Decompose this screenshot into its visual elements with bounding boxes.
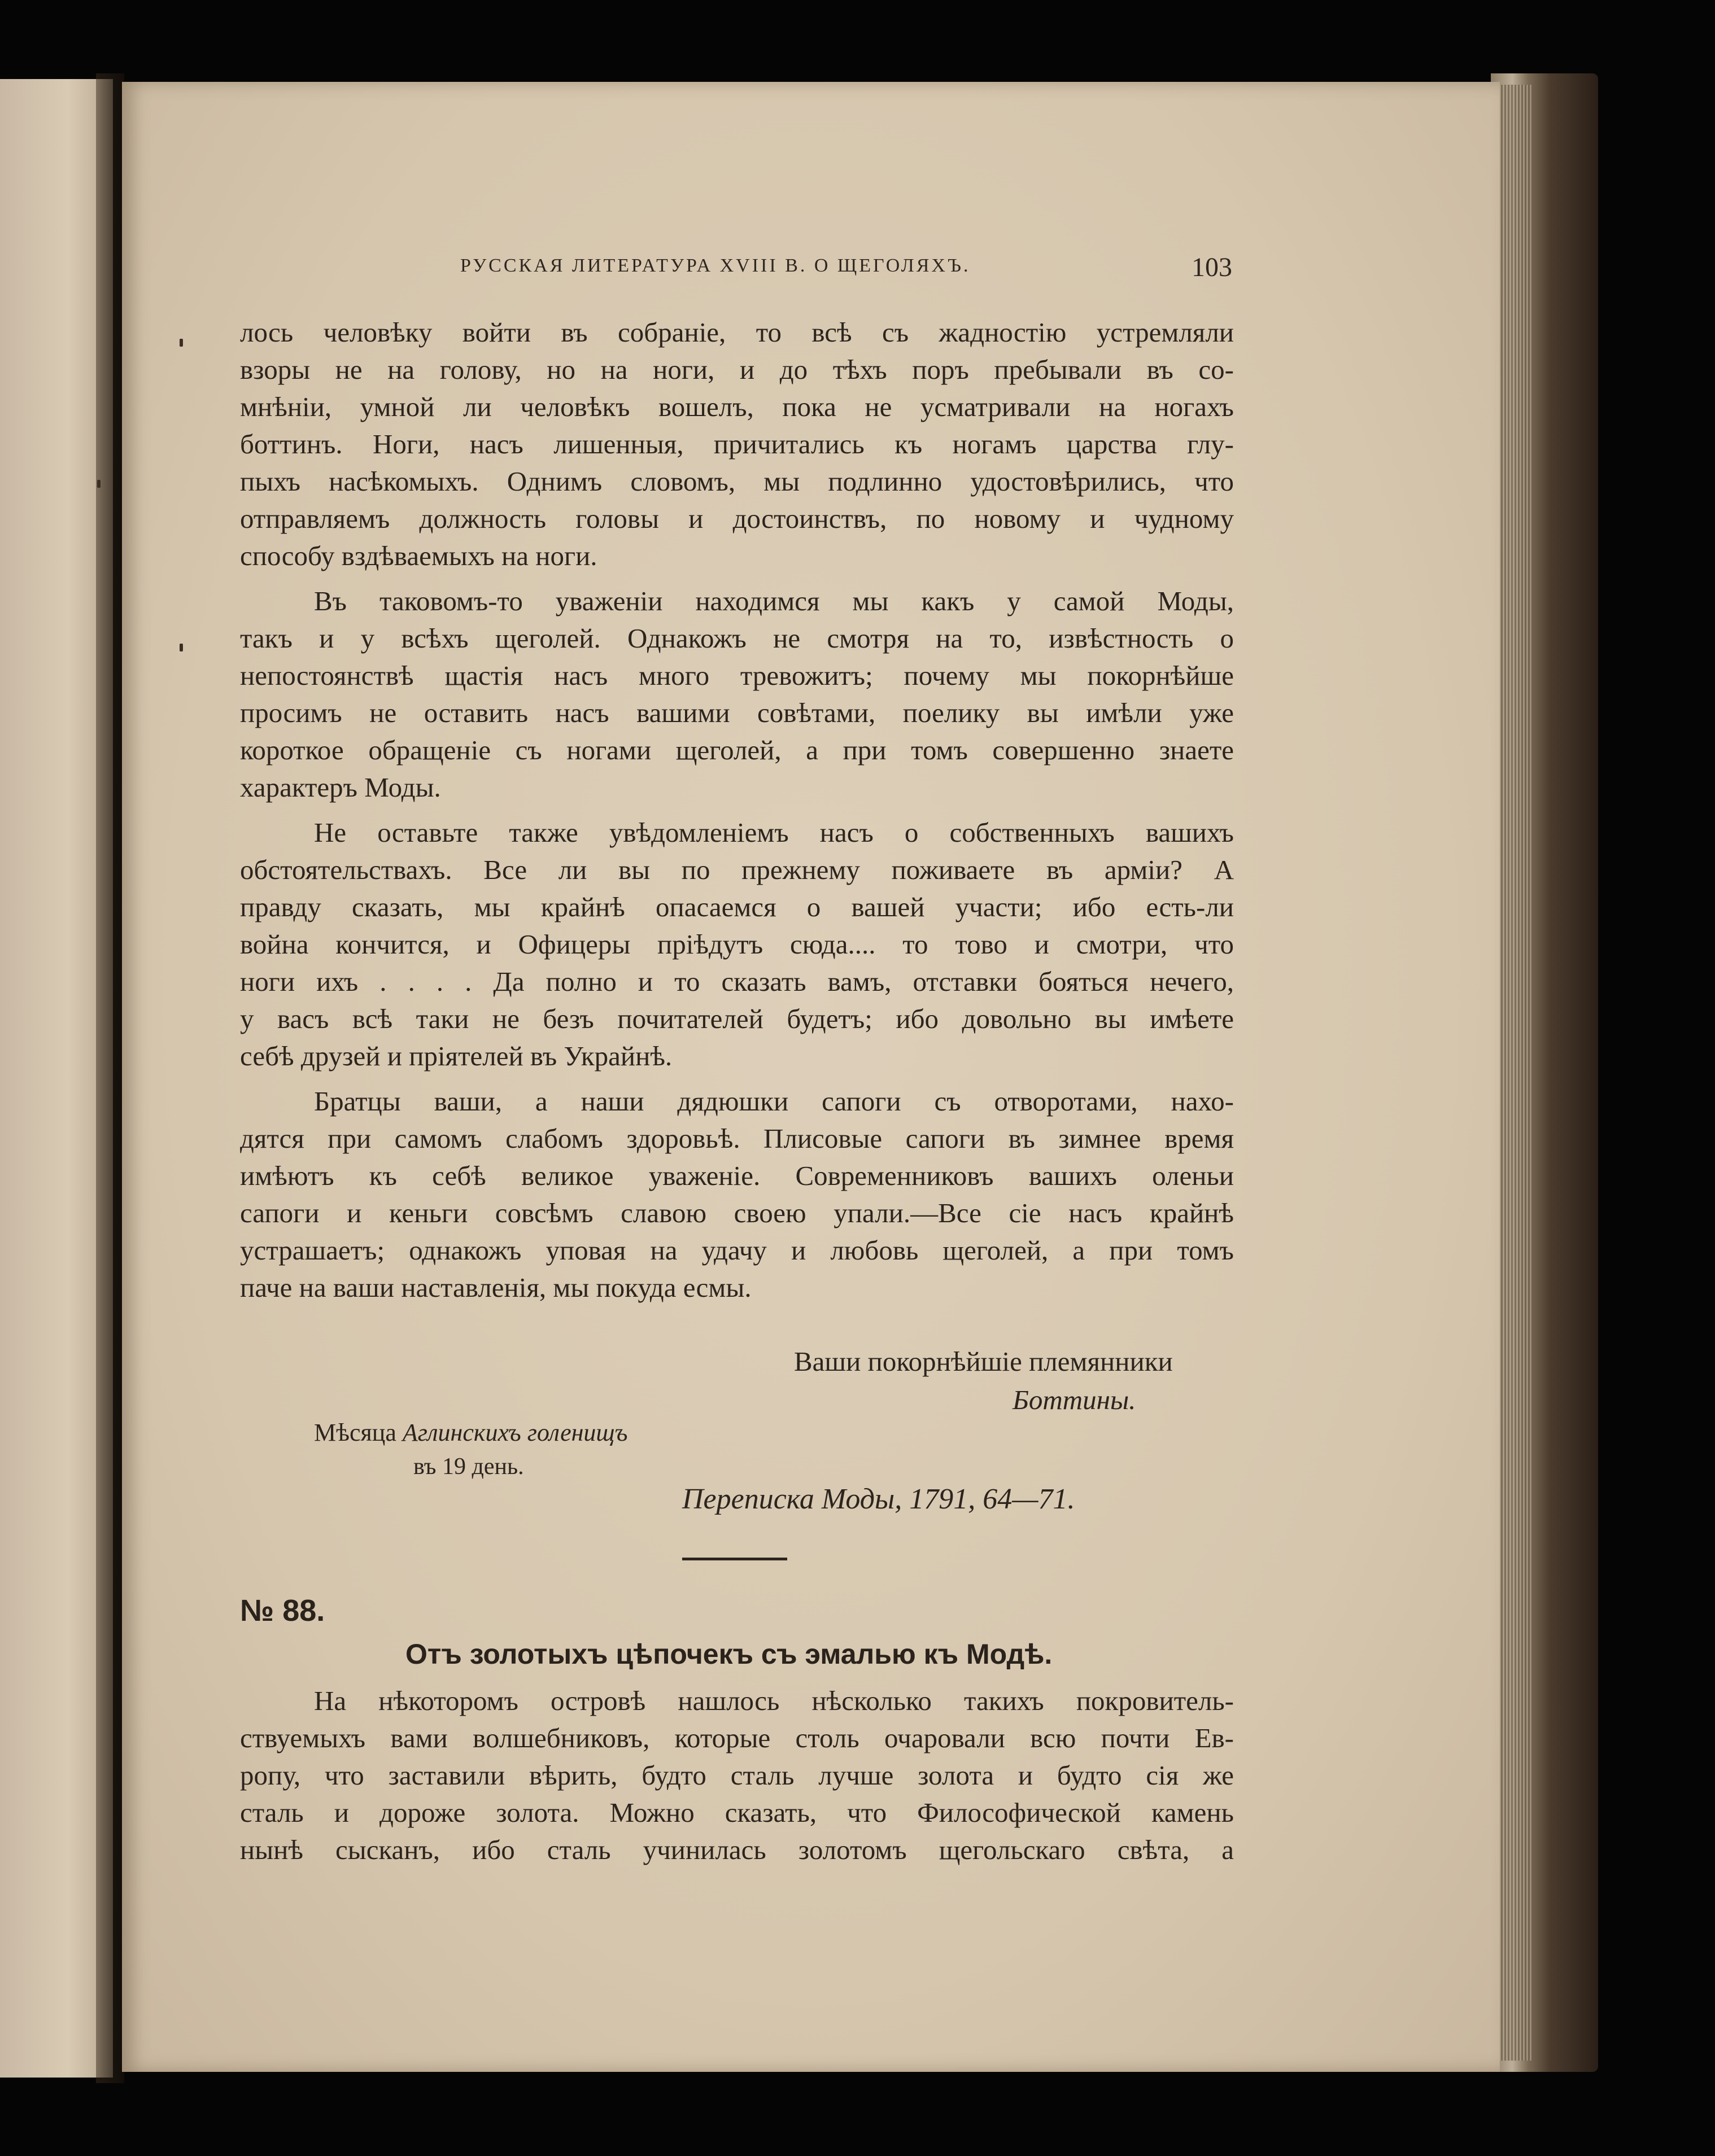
text-line: правду сказать, мы крайнѣ опасаемся о вашей участи; ибо есть-ли: [240, 891, 1234, 922]
text-line: взоры не на голову, но на ноги, и до тѣхъ поръ пребывали въ со-: [240, 354, 1234, 385]
text-line: Въ таковомъ-то уваженіи находимся мы какъ у самой Моды,: [314, 585, 1234, 616]
text-line: просимъ не оставить насъ вашими совѣтами, поелику вы имѣли уже: [240, 697, 1234, 728]
text-line: война кончится, и Офицеры пріѣдутъ сюда.... то тово и смотри, что: [240, 929, 1234, 960]
text-line: нынѣ сысканъ, ибо сталь учинилась золотомъ щегольскаго свѣта, а: [240, 1834, 1234, 1865]
ink-speck: [180, 339, 183, 347]
text-line: Не оставьте также увѣдомленіемъ насъ о собственныхъ вашихъ: [314, 817, 1234, 848]
running-head: РУССКАЯ ЛИТЕРАТУРА XVIII В. О ЩЕГОЛЯХЪ.: [460, 255, 971, 276]
text-line: боттинъ. Ноги, насъ лишенныя, причитались къ ногамъ царства глу-: [240, 428, 1234, 460]
text-line: лось человѣку войти въ собраніе, то всѣ съ жадностію устремляли: [240, 317, 1234, 348]
dateline-day: въ 19 день.: [413, 1454, 524, 1480]
signature-name: Боттины.: [1013, 1384, 1136, 1415]
text-line: пыхъ насѣкомыхъ. Однимъ словомъ, мы подлинно удостовѣрились, что: [240, 466, 1234, 497]
text-line: сталь и дороже золота. Можно сказать, что Философической камень: [240, 1797, 1234, 1828]
text-line: себѣ друзей и пріятелей въ Украйнѣ.: [240, 1040, 673, 1072]
text-line: отправляемъ должность головы и достоинствъ, по новому и чудному: [240, 503, 1234, 534]
page-stack-edges: [1499, 85, 1533, 2061]
text-line: ноги ихъ . . . . Да полно и то сказать вамъ, отставки бояться нечего,: [240, 966, 1234, 997]
text-line: имѣютъ къ себѣ великое уваженіе. Современниковъ вашихъ оленьи: [240, 1160, 1234, 1191]
text-line: ствуемыхъ вами волшебниковъ, которые столь очаровали всю почти Ев-: [240, 1722, 1234, 1753]
section-title: Отъ золотыхъ цѣпочекъ съ эмалью къ Модѣ.: [405, 1638, 1053, 1670]
signature-line: Ваши покорнѣйшіе племянники: [794, 1346, 1173, 1377]
text-line: устрашаетъ; однакожъ уповая на удачу и любовь щеголей, а при томъ: [240, 1235, 1234, 1266]
text-line: дятся при самомъ слабомъ здоровьѣ. Плисовые сапоги въ зимнее время: [240, 1123, 1234, 1154]
document-number: № 88.: [240, 1594, 325, 1628]
text-line: такъ и у всѣхъ щеголей. Однакожъ не смотря на то, извѣстность о: [240, 623, 1234, 654]
text-line: На нѣкоторомъ островѣ нашлось нѣсколько такихъ покровитель-: [314, 1685, 1234, 1716]
text-line: короткое обращеніе съ ногами щеголей, а при томъ совершенно знаете: [240, 734, 1234, 766]
text-line: способу вздѣваемыхъ на ноги.: [240, 540, 597, 571]
dateline: [314, 1418, 627, 1447]
text-line: обстоятельствахъ. Все ли вы по прежнему поживаете въ арміи? А: [240, 854, 1234, 885]
text-line: мнѣніи, умной ли человѣкъ вошелъ, пока не усматривали на ногахъ: [240, 391, 1234, 422]
text-line: паче на ваши наставленія, мы покуда есмы.: [240, 1272, 752, 1303]
text-line: Братцы ваши, а наши дядюшки сапоги съ отворотами, нахо-: [314, 1086, 1234, 1117]
ink-speck: [97, 480, 101, 488]
text-line: непостоянствѣ щастія насъ много тревожитъ; почему мы покорнѣйше: [240, 660, 1234, 691]
page-number: 103: [1192, 252, 1232, 282]
text-line: сапоги и кеньги совсѣмъ славою своею упали.—Все сіе насъ крайнѣ: [240, 1197, 1234, 1228]
dateline-month: Аглинскихъ голенищъ: [402, 1419, 628, 1446]
ink-speck: [180, 644, 183, 651]
gutter-shadow: [96, 73, 124, 2083]
source-citation: Переписка Моды, 1791, 64—71.: [682, 1483, 1075, 1515]
text-line: характеръ Моды.: [240, 772, 441, 803]
section-divider: [682, 1558, 787, 1560]
dateline-prefix: Мѣсяца: [314, 1419, 396, 1446]
text-line: у васъ всѣ таки не безъ почитателей будетъ; ибо довольно вы имѣете: [240, 1003, 1234, 1034]
text-line: ропу, что заставили вѣрить, будто сталь лучше золота и будто сія же: [240, 1760, 1234, 1791]
